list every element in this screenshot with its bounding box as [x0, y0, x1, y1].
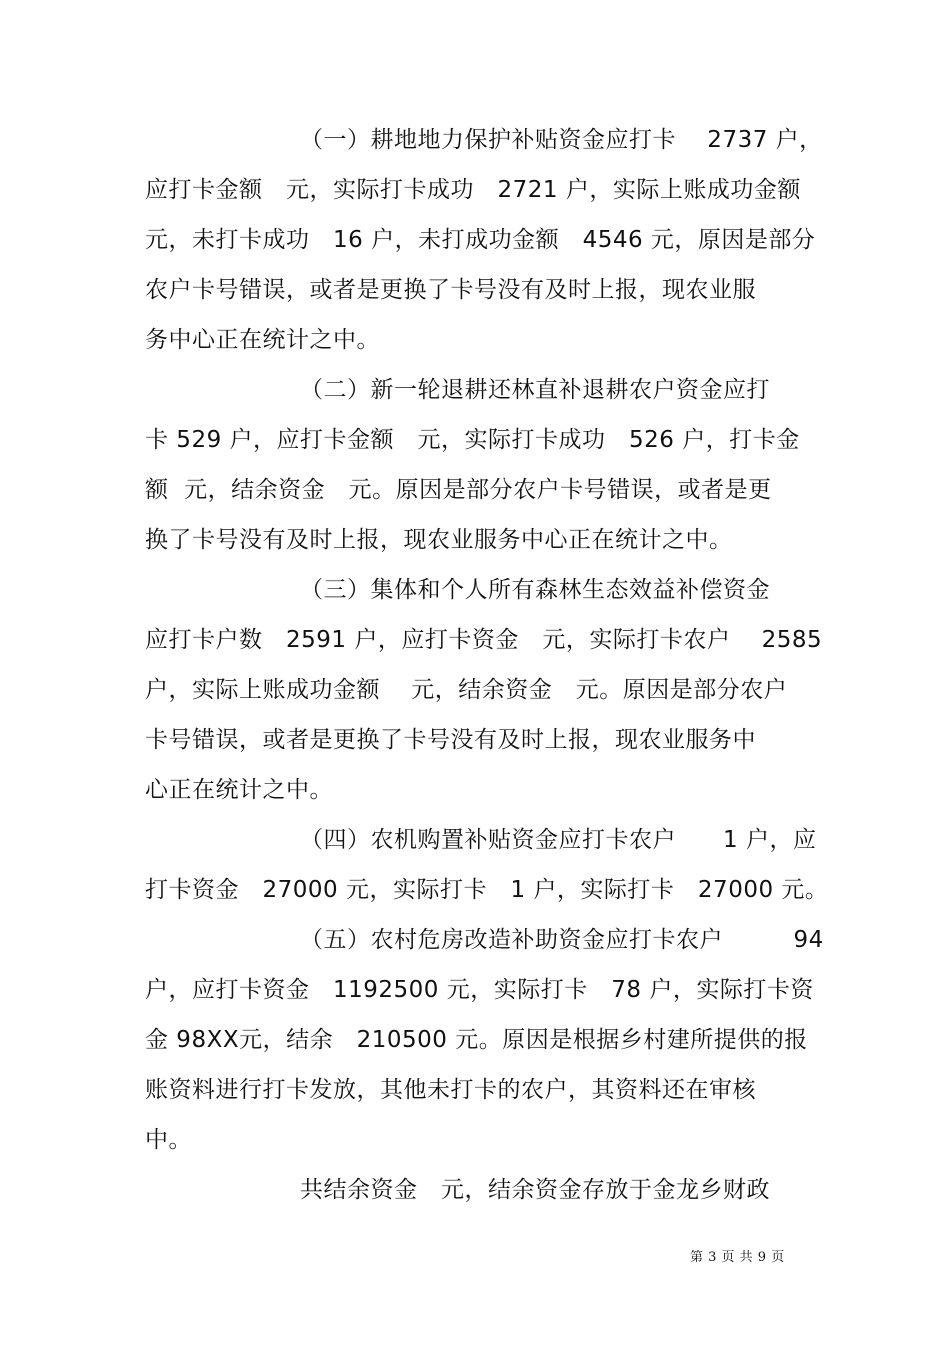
text-line-18: 户，应打卡资金 1192500 元，实际打卡 78 户，实际打卡资 — [145, 977, 814, 1003]
text-line-5: 务中心正在统计之中。 — [145, 327, 380, 353]
text-line-3: 元，未打卡成功 16 户，未打成功金额 4546 元，原因是部分 — [145, 227, 816, 253]
text-line-15: （四）农机购置补贴资金应打卡农户 1 户，应 — [300, 827, 817, 853]
text-line-16: 打卡资金 27000 元，实际打卡 1 户，实际打卡 27000 元。 — [145, 877, 829, 903]
text-line-11: 应打卡户数 2591 户，应打卡资金 元，实际打卡农户 2585 — [145, 627, 823, 653]
text-line-14: 心正在统计之中。 — [145, 777, 333, 803]
page-number-footer: 第 3 页 共 9 页 — [690, 1250, 785, 1265]
text-line-4: 农户卡号错误，或者是更换了卡号没有及时上报，现农业服 — [145, 277, 756, 303]
text-line-6: （二）新一轮退耕还林直补退耕农户资金应打 — [300, 377, 770, 403]
text-line-20: 账资料进行打卡发放，其他未打卡的农户，其资料还在审核 — [145, 1077, 756, 1103]
text-line-17: （五）农村危房改造补助资金应打卡农户 94 — [300, 927, 824, 953]
text-line-19: 金 98XX元，结余 210500 元。原因是根据乡村建所提供的报 — [145, 1027, 808, 1053]
text-line-1: （一）耕地地力保护补贴资金应打卡 2737 户， — [300, 127, 823, 153]
text-line-9: 换了卡号没有及时上报，现农业服务中心正在统计之中。 — [145, 527, 733, 553]
text-line-21: 中。 — [145, 1127, 192, 1153]
text-line-12: 户，实际上账成功金额 元，结余资金 元。原因是部分农户 — [145, 677, 788, 703]
text-line-13: 卡号错误，或者是更换了卡号没有及时上报，现农业服务中 — [145, 727, 756, 753]
text-line-8: 额 元，结余资金 元。原因是部分农户卡号错误，或者是更 — [145, 477, 772, 503]
text-line-22: 共结余资金 元，结余资金存放于金龙乡财政 — [300, 1177, 770, 1203]
text-line-10: （三）集体和个人所有森林生态效益补偿资金 — [300, 577, 770, 603]
text-line-7: 卡 529 户，应打卡金额 元，实际打卡成功 526 户，打卡金 — [145, 427, 800, 453]
text-line-2: 应打卡金额 元，实际打卡成功 2721 户，实际上账成功金额 — [145, 177, 801, 203]
